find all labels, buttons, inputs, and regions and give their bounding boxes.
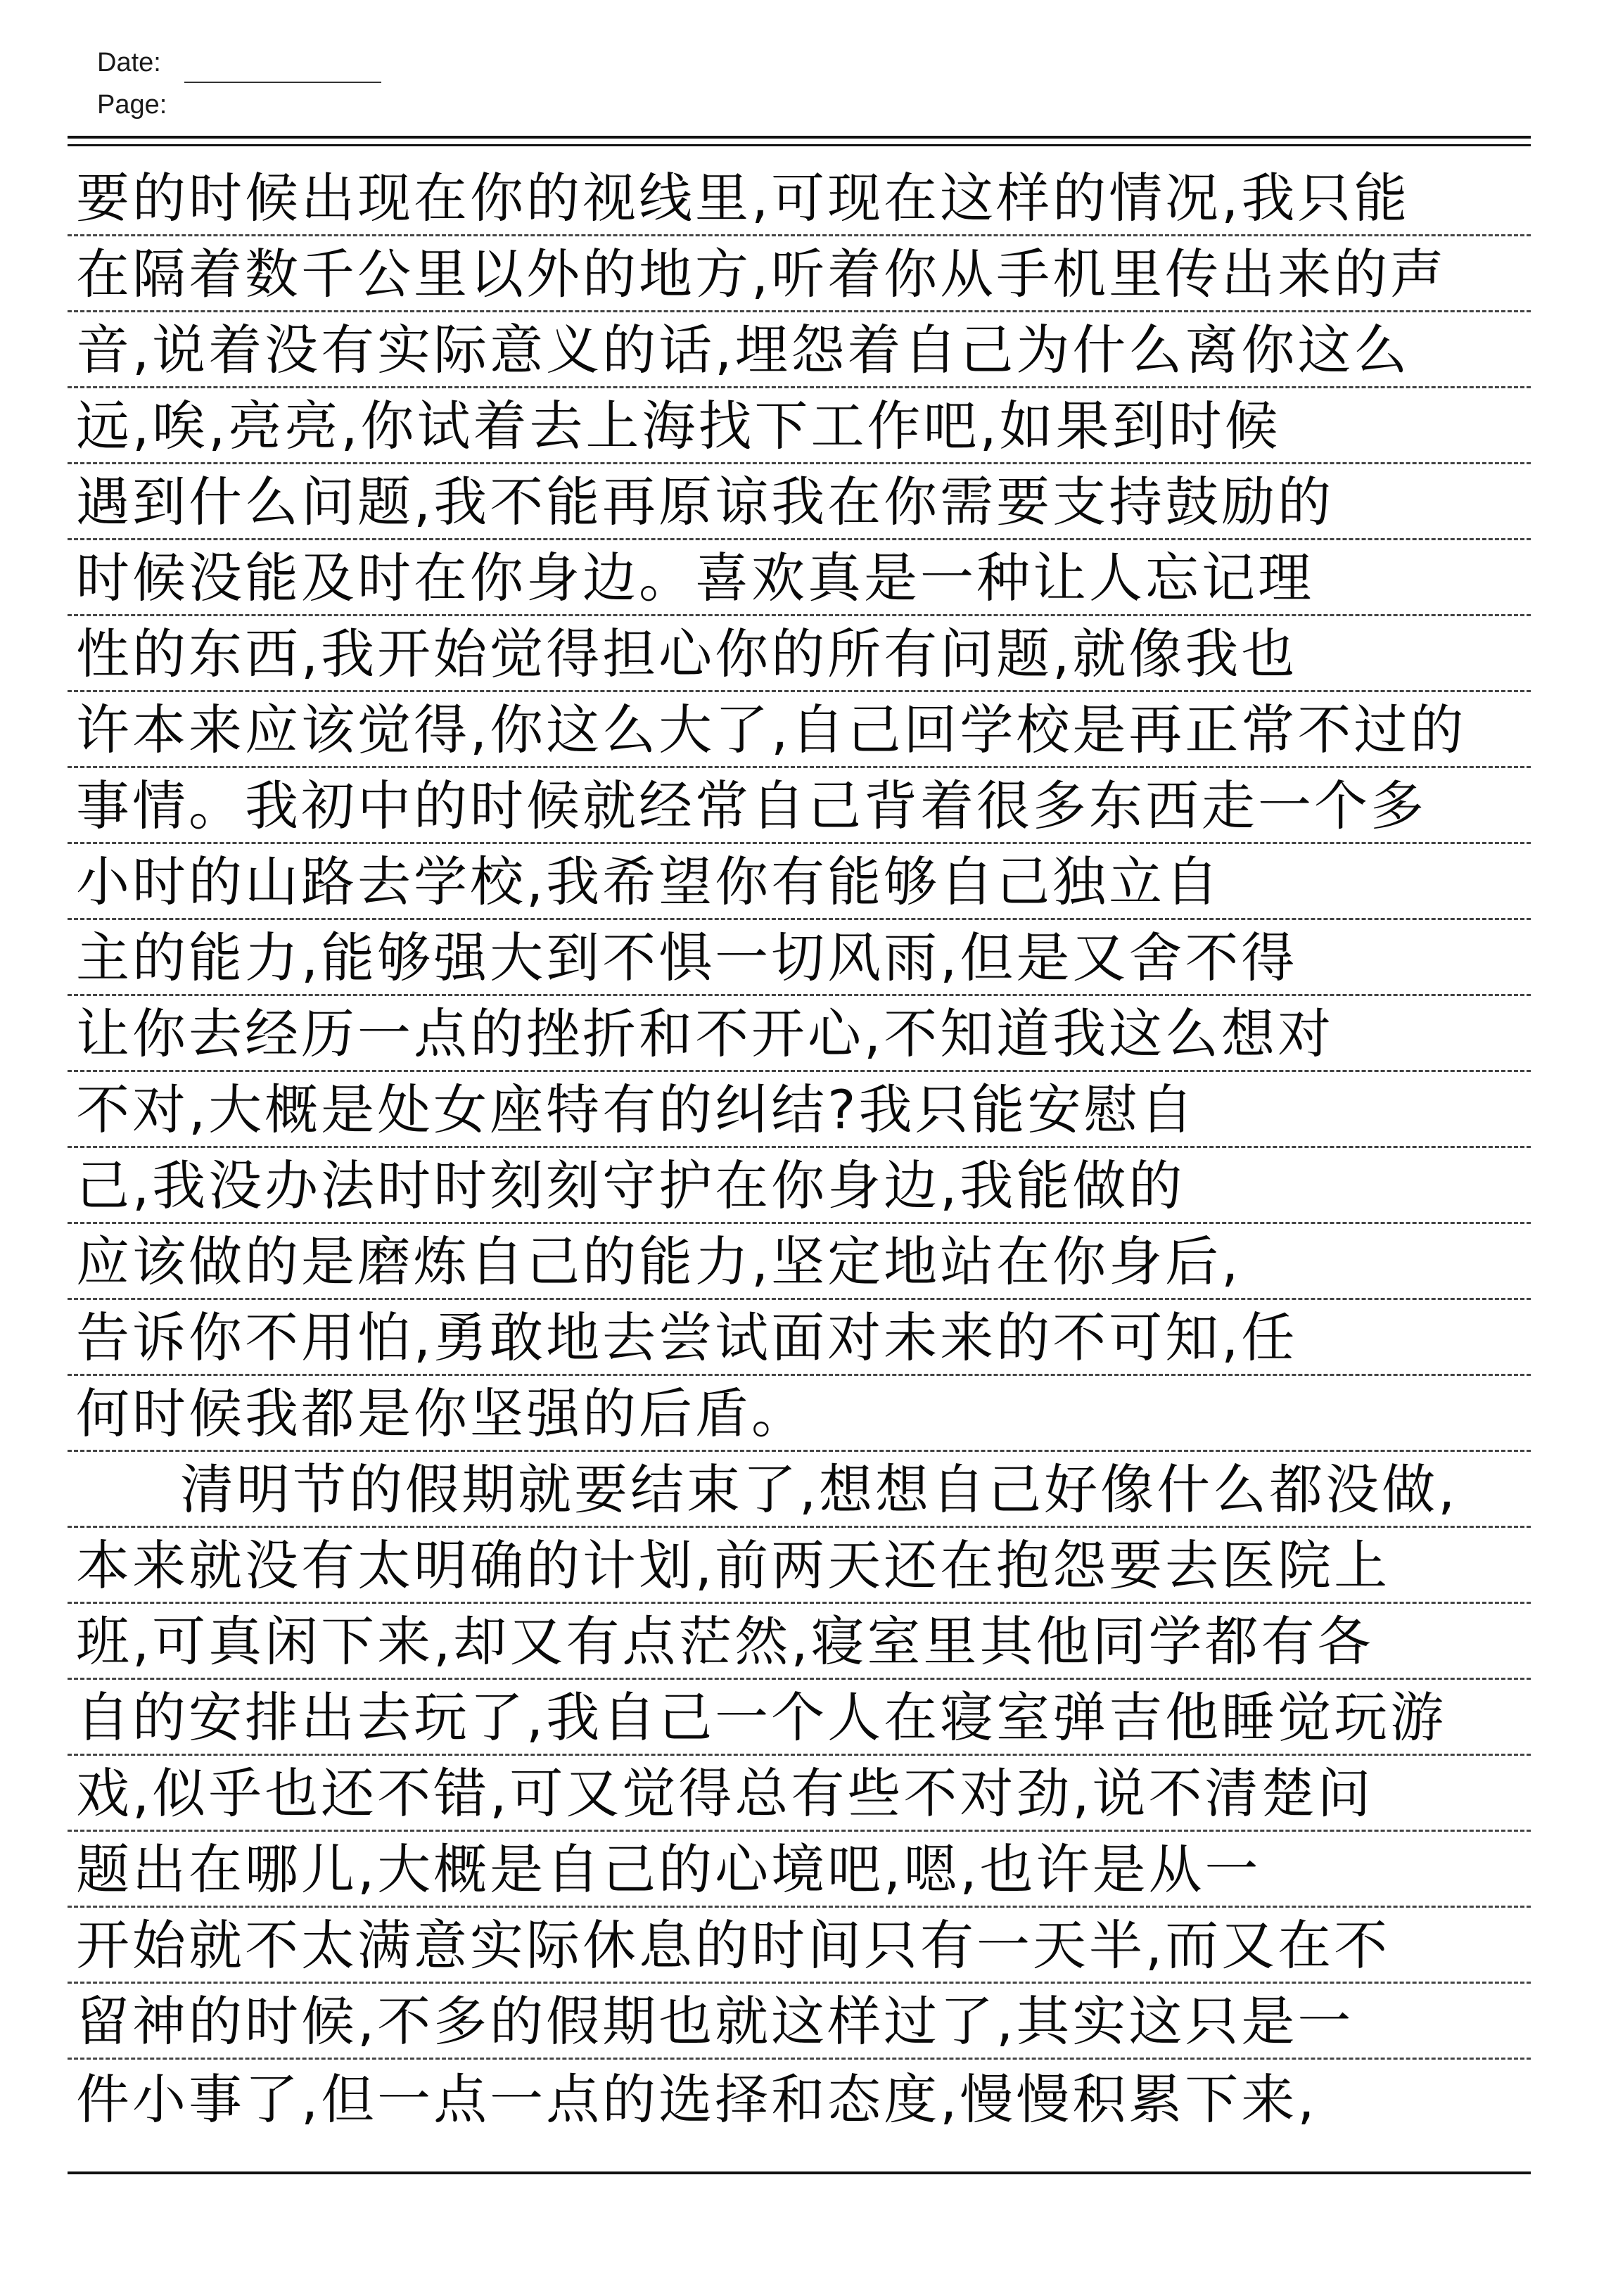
handwritten-line: 班,可真闲下来,却又有点茫然,寝室里其他同学都有各 xyxy=(76,1610,1374,1673)
ruled-line xyxy=(68,1899,1531,1984)
ruled-line xyxy=(68,228,1531,312)
handwritten-line: 遇到什么问题,我不能再原谅我在你需要支持鼓励的 xyxy=(76,471,1334,533)
ruled-line xyxy=(68,1671,1531,1756)
date-underline xyxy=(184,82,381,83)
ruled-line xyxy=(68,1140,1531,1224)
ruled-line xyxy=(68,1216,1531,1300)
handwritten-line: 戏,似乎也还不错,可又觉得总有些不对劲,说不清楚问 xyxy=(76,1762,1374,1825)
handwritten-line: 让你去经历一点的挫折和不开心,不知道我这么想对 xyxy=(76,1002,1334,1065)
handwritten-line: 件小事了,但一点一点的选择和态度,慢慢积累下来, xyxy=(76,2068,1318,2131)
handwritten-line: 主的能力,能够强大到不惧一切风雨,但是又舍不得 xyxy=(76,926,1298,989)
handwritten-line: 远,唉,亮亮,你试着去上海找下工作吧,如果到时候 xyxy=(76,395,1281,457)
handwritten-line: 时候没能及时在你身边。喜欢真是一种让人忘记理 xyxy=(76,547,1314,609)
ruled-line xyxy=(68,380,1531,464)
handwritten-line: 留神的时候,不多的假期也就这样过了,其实这只是一 xyxy=(76,1990,1354,2053)
ruled-line xyxy=(68,1595,1531,1680)
handwritten-line: 清明节的假期就要结束了,想想自己好像什么都没做, xyxy=(180,1458,1458,1521)
ruled-line xyxy=(68,988,1531,1072)
ruled-line xyxy=(68,1064,1531,1148)
ruled-line xyxy=(68,608,1531,692)
ruled-line xyxy=(68,1823,1531,1908)
handwritten-line: 事情。我初中的时候就经常自己背着很多东西走一个多 xyxy=(76,774,1427,837)
handwritten-line: 开始就不太满意实际休息的时间只有一天半,而又在不 xyxy=(76,1914,1391,1977)
handwritten-line: 小时的山路去学校,我希望你有能够自己独立自 xyxy=(76,850,1222,913)
ruled-line xyxy=(68,1443,1531,1528)
handwritten-line: 己,我没办法时时刻刻守护在你身边,我能做的 xyxy=(76,1154,1185,1217)
ruled-line xyxy=(68,532,1531,616)
handwritten-line: 本来就没有太明确的计划,前两天还在抱怨要去医院上 xyxy=(76,1534,1391,1597)
ruled-line xyxy=(68,1747,1531,1832)
handwritten-line: 要的时候出现在你的视线里,可现在这样的情况,我只能 xyxy=(76,167,1410,229)
ruled-line xyxy=(68,1519,1531,1604)
ruled-line xyxy=(68,836,1531,920)
handwritten-line: 许本来应该觉得,你这么大了,自己回学校是再正常不过的 xyxy=(76,699,1467,761)
handwritten-line: 自的安排出去玩了,我自己一个人在寝室弹吉他睡觉玩游 xyxy=(76,1686,1447,1749)
ruled-line xyxy=(68,912,1531,996)
ruled-line xyxy=(68,760,1531,844)
bottom-rule xyxy=(68,2171,1531,2174)
ruled-line xyxy=(68,2051,1531,2136)
ruled-line xyxy=(68,456,1531,540)
handwritten-line: 在隔着数千公里以外的地方,听着你从手机里传出来的声 xyxy=(76,243,1447,305)
page-label: Page: xyxy=(97,90,167,120)
handwritten-line: 音,说着没有实际意义的话,埋怨着自己为什么离你这么 xyxy=(76,319,1410,381)
handwritten-line: 应该做的是磨炼自己的能力,坚定地站在你身后, xyxy=(76,1230,1242,1293)
ruled-line xyxy=(68,152,1531,236)
top-rule-secondary xyxy=(68,144,1531,146)
ruled-line xyxy=(68,304,1531,388)
ruled-line xyxy=(68,684,1531,768)
top-rule xyxy=(68,136,1531,139)
handwritten-page-body xyxy=(68,152,1531,2171)
ruled-line xyxy=(68,1292,1531,1376)
handwritten-line: 题出在哪儿,大概是自己的心境吧,嗯,也许是从一 xyxy=(76,1838,1261,1901)
handwritten-line: 告诉你不用怕,勇敢地去尝试面对未来的不可知,任 xyxy=(76,1306,1298,1369)
handwritten-line: 性的东西,我开始觉得担心你的所有问题,就像我也 xyxy=(76,623,1298,685)
handwritten-line: 不对,大概是处女座特有的纠结?我只能安慰自 xyxy=(76,1078,1197,1141)
ruled-line xyxy=(68,1975,1531,2060)
ruled-line xyxy=(68,1367,1531,1452)
date-label: Date: xyxy=(97,48,161,77)
handwritten-line: 何时候我都是你坚强的后盾。 xyxy=(76,1382,808,1445)
